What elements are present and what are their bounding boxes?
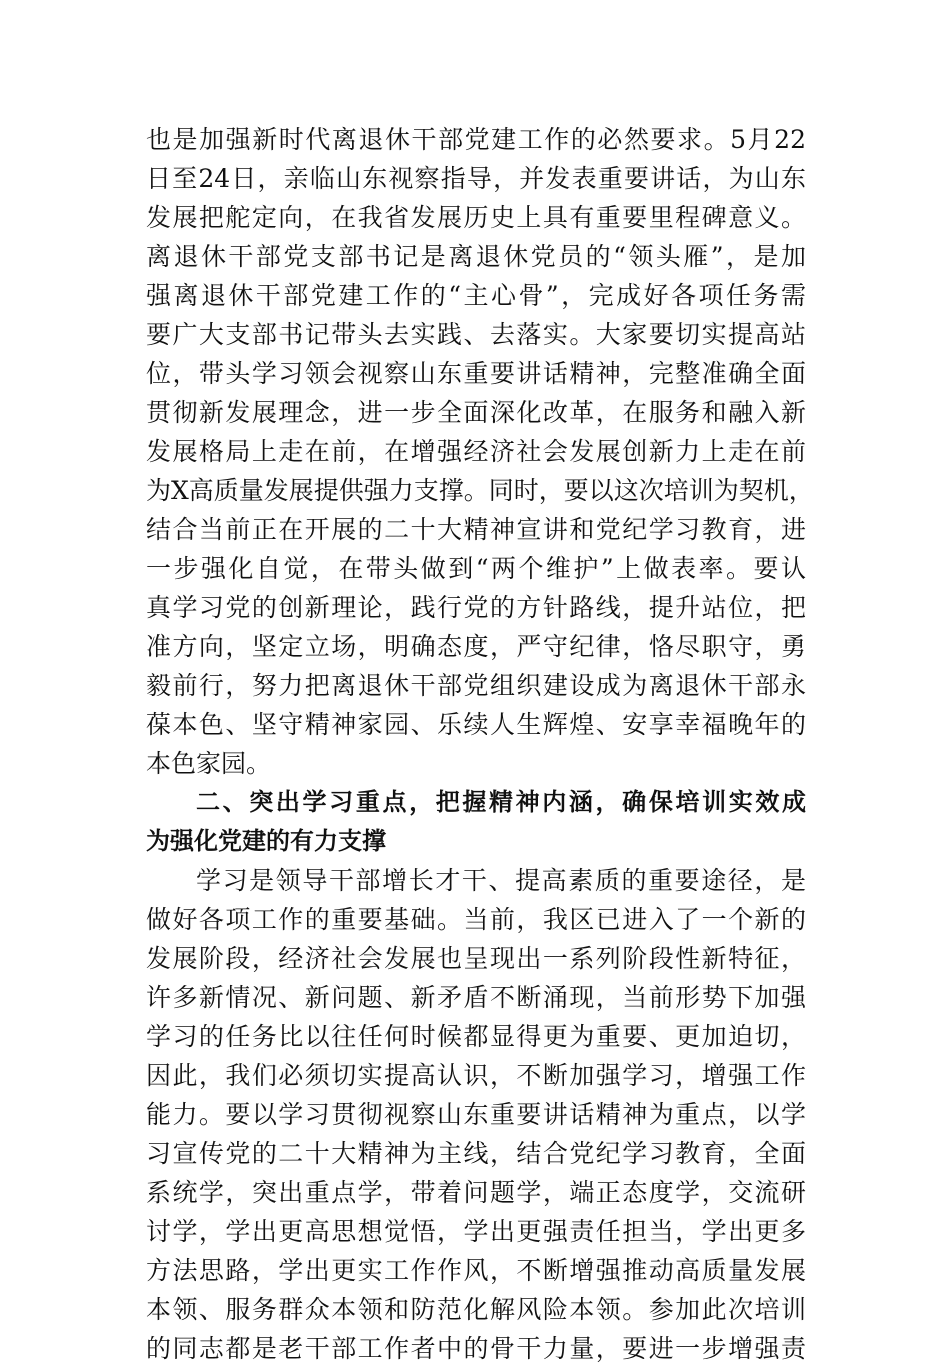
text-line: 系统学，突出重点学，带着问题学，端正态度学，交流研 — [146, 1178, 806, 1207]
heading-line: 二、突出学习重点，把握精神内涵，确保培训实效成 — [196, 788, 806, 816]
text-line: 许多新情况、新问题、新矛盾不断涌现，当前形势下加强 — [146, 983, 806, 1012]
text-line: 贯彻新发展理念，进一步全面深化改革，在服务和融入新 — [146, 398, 806, 427]
text-line: 毅前行，努力把离退休干部党组织建设成为离退休干部永 — [146, 671, 806, 700]
text-line: 发展阶段，经济社会发展也呈现出一系列阶段性新特征， — [146, 944, 806, 973]
text-line: 本领、服务群众本领和防范化解风险本领。参加此次培训 — [146, 1295, 806, 1324]
text-line: 要广大支部书记带头去实践、去落实。大家要切实提高站 — [146, 320, 806, 349]
text-line: 发展格局上走在前，在增强经济社会发展创新力上走在前 — [146, 437, 806, 466]
body-paragraph-2 — [146, 861, 806, 1368]
text-line: 一步强化自觉，在带头做到“两个维护”上做表率。要认 — [146, 554, 806, 583]
text-line: 的同志都是老干部工作者中的骨干力量，要进一步增强责 — [146, 1334, 806, 1363]
text-line: 本色家园。 — [146, 749, 272, 778]
document-page — [146, 120, 814, 1368]
text-line: 日至24日，亲临山东视察指导，并发表重要讲话，为山东 — [146, 164, 806, 193]
body-paragraph-1 — [146, 120, 814, 783]
text-line: 讨学，学出更高思想觉悟，学出更强责任担当，学出更多 — [146, 1217, 806, 1246]
text-line: 强离退休干部党建工作的“主心骨”，完成好各项任务需 — [146, 281, 806, 310]
text-line: 因此，我们必须切实提高认识，不断加强学习，增强工作 — [146, 1061, 806, 1090]
text-line: 也是加强新时代离退休干部党建工作的必然要求。5月22 — [146, 125, 806, 154]
text-line: 位，带头学习领会视察山东重要讲话精神，完整准确全面 — [146, 359, 806, 388]
text-line: 准方向，坚定立场，明确态度，严守纪律，恪尽职守，勇 — [146, 632, 806, 661]
text-line: 为X高质量发展提供强力支撑。同时，要以这次培训为契机， — [146, 476, 814, 505]
text-line: 真学习党的创新理论，践行党的方针路线，提升站位，把 — [146, 593, 806, 622]
section-heading-2 — [146, 783, 806, 861]
text-line: 发展把舵定向，在我省发展历史上具有重要里程碑意义。 — [146, 203, 806, 232]
text-line: 葆本色、坚守精神家园、乐续人生辉煌、安享幸福晚年的 — [146, 710, 806, 739]
text-line: 离退休干部党支部书记是离退休党员的“领头雁”，是加 — [146, 242, 806, 271]
text-line: 学习是领导干部增长才干、提高素质的重要途径，是 — [196, 866, 806, 895]
text-line: 方法思路，学出更实工作作风，不断增强推动高质量发展 — [146, 1256, 806, 1285]
heading-line: 为强化党建的有力支撑 — [146, 827, 386, 855]
text-line: 习宣传党的二十大精神为主线，结合党纪学习教育，全面 — [146, 1139, 806, 1168]
text-line: 结合当前正在开展的二十大精神宣讲和党纪学习教育，进 — [146, 515, 806, 544]
text-line: 学习的任务比以往任何时候都显得更为重要、更加迫切， — [146, 1022, 806, 1051]
text-line: 做好各项工作的重要基础。当前，我区已进入了一个新的 — [146, 905, 806, 934]
text-line: 能力。要以学习贯彻视察山东重要讲话精神为重点，以学 — [146, 1100, 806, 1129]
